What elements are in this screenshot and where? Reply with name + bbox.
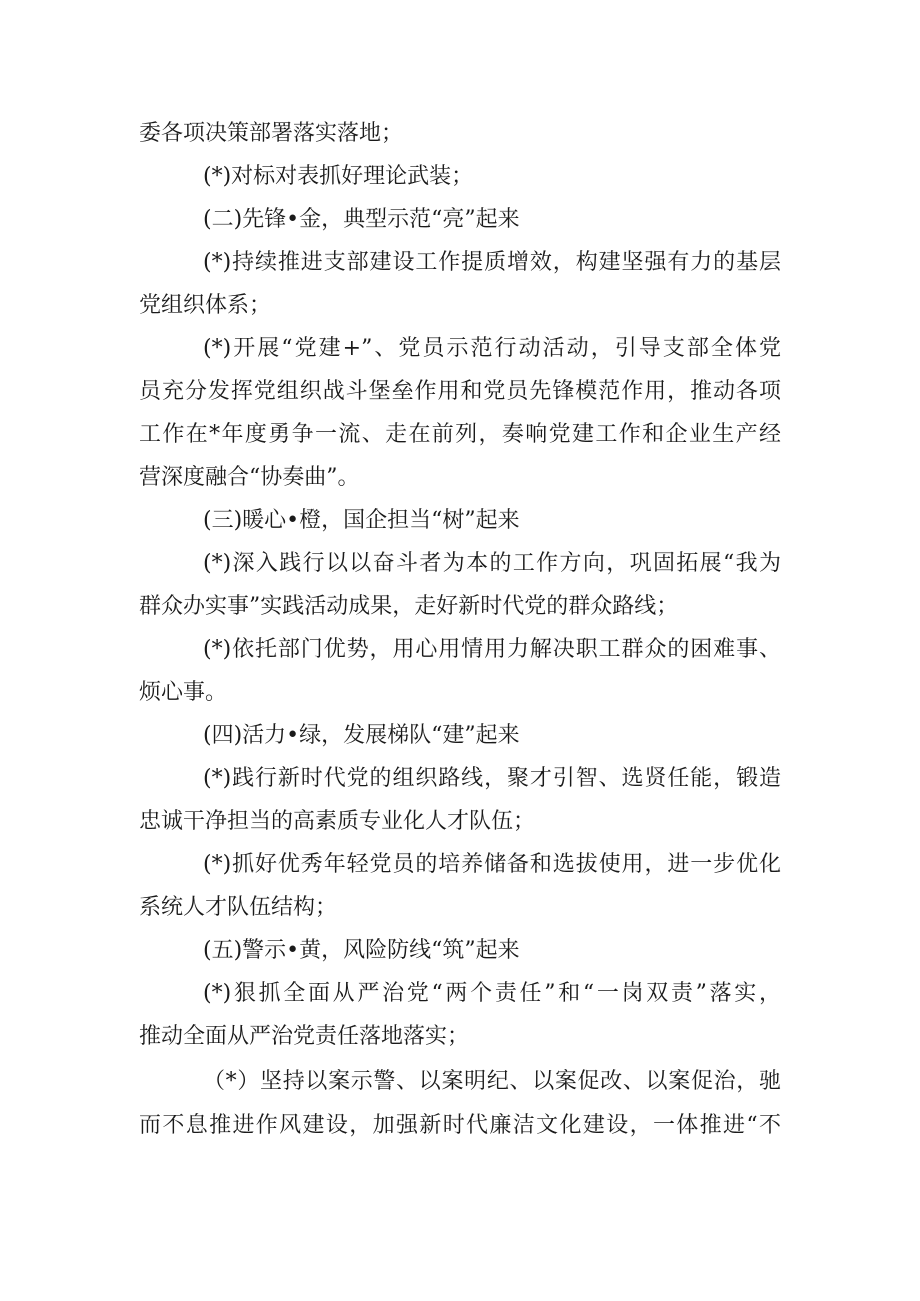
list-item-line: (*)对标对表抓好理论武装； <box>203 164 474 189</box>
paragraph-line: 营深度融合“协奏曲”。 <box>139 465 360 490</box>
paragraph-line: 推动全面从严治党责任落地落实； <box>139 1024 470 1049</box>
paragraph-line: 工作在*年度勇争一流、走在前列，奏响党建工作和企业生产经 <box>139 422 781 447</box>
paragraph-line: 烦心事。 <box>139 680 228 705</box>
paragraph-line: 员充分发挥党组织战斗堡垒作用和党员先锋模范作用，推动各项 <box>139 379 781 404</box>
section-heading-4: (四)活力•绿，发展梯队“建”起来 <box>203 723 520 748</box>
list-item-line: (*)抓好优秀年轻党员的培养储备和选拔使用，进一步优化 <box>203 852 781 877</box>
list-item-line: (*)狠抓全面从严治党“两个责任”和“一岗双责”落实， <box>203 981 781 1006</box>
section-heading-5: (五)警示•黄，风险防线“筑”起来 <box>203 938 520 963</box>
list-item-line: (*)深入践行以以奋斗者为本的工作方向，巩固拓展“我为 <box>203 551 781 576</box>
paragraph-line: 党组织体系； <box>139 293 272 318</box>
list-item-line: (*)开展“党建+”、党员示范行动活动，引导支部全体党 <box>203 336 781 361</box>
list-item-line: (*)践行新时代党的组织路线，聚才引智、选贤任能，锻造 <box>203 766 781 791</box>
paragraph-line: 委各项决策部署落实落地； <box>139 121 404 146</box>
paragraph-line: 而不息推进作风建设，加强新时代廉洁文化建设，一体推进“不 <box>139 1113 781 1138</box>
list-item-line: (*)持续推进支部建设工作提质增效，构建坚强有力的基层 <box>203 250 781 275</box>
paragraph-line: 忠诚干净担当的高素质专业化人才队伍； <box>139 809 536 834</box>
section-heading-3: (三)暖心•橙，国企担当“树”起来 <box>203 508 520 533</box>
list-item-line: （*）坚持以案示警、以案明纪、以案促改、以案促治，驰 <box>203 1069 781 1094</box>
paragraph-line: 群众办实事”实践活动成果，走好新时代党的群众路线； <box>139 594 679 619</box>
list-item-line: (*)依托部门优势，用心用情用力解决职工群众的困难事、 <box>203 637 781 662</box>
paragraph-line: 系统人才队伍结构； <box>139 895 338 920</box>
section-heading-2: (二)先锋•金，典型示范“亮”起来 <box>203 207 520 232</box>
